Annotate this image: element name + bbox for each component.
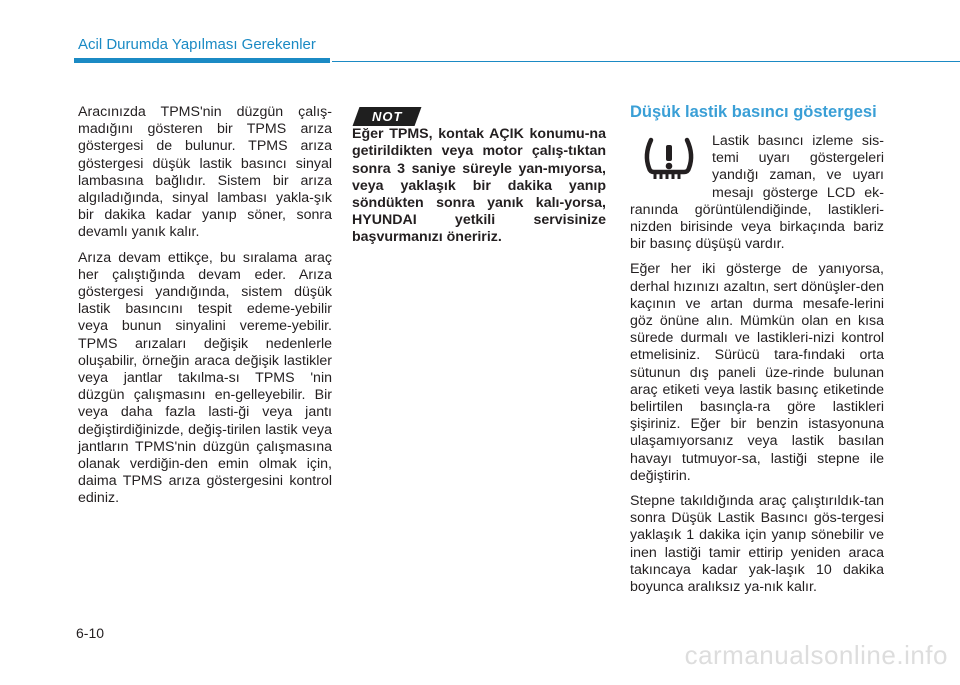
- note-text: Eğer TPMS, kontak AÇIK konumu-na getirildikten veya motor çalış-tıktan sonra 3 saniye süreyle yan-mıyorsa, veya yaklaşık bir dakika yanıp söndükten sonra yanık kalı-yorsa, HYUNDAI yetkili servisinize başvurmanızı öneririz.: [352, 126, 606, 246]
- paragraph: Stepne takıldığında araç çalıştırıldık-tan sonra Düşük Lastik Basıncı gös-tergesi yaklaşık 1 dakika için yanıp sönebilir ve inen lastiği tamir ettirip yeniden araca takıncaya kadar yak-laşık 10 dakika boyunca aralıksız ya-nık kalır.: [630, 493, 884, 596]
- watermark: carmanualsonline.info: [684, 640, 948, 670]
- column-2: [352, 107, 606, 255]
- paragraph: Arıza devam ettikçe, bu sıralama araç her çalıştığında devam eder. Arıza göstergesi yandığında, sistem düşük lastik basıncını tespit edeme-yebilir veya bunun sinyalini vereme-yebilir. TPMS arızaları değişik nedenlerle oluşabilir, örneğin araca değişik lastikler veya jantlar takılma-sı TPMS 'nin düzgün çalışmasını en-gelleyebilir. Bir veya daha fazla lasti-ği veya jantı değiştirdiğinizde, değiş-tirilen lastik veya jantların TPMS'nin düzgün çalışmasına olanak verdiğin-den emin olmak için, daima TPMS arıza göstergesini kontrol ediniz.: [78, 249, 332, 507]
- page-number: 6-10: [76, 625, 105, 641]
- tire-pressure-warning-icon: [640, 135, 698, 183]
- paragraph: Eğer her iki gösterge de yanıyorsa, derhal hızınızı azaltın, sert dönüşler-den kaçının ve artan durma mesafe-lerini göz önüne alın. Mümkün olan en kısa sürede durmalı ve lastikleri-nizi kontrol etmelisiniz. Sürücü tara-fındaki orta sütunun dış paneli üze-rinde bulunan araç etiketi veya lastik basınç etiketinde belirtilen basınçla-ra göre lastikleri şişiriniz. Eğer bir benzin istasyonuna ulaşamıyorsanız veya lastik basılan havayı tutmuyor-sa, lastiği stepne ile değiştirin.: [630, 261, 884, 484]
- header-rule-thin: [332, 61, 960, 62]
- section-heading: Düşük lastik basıncı göstergesi: [630, 103, 877, 121]
- paragraph: Aracınızda TPMS'nin düzgün çalış-madığını gösteren bir TPMS arıza göstergesi de bulunur. TPMS arıza göstergesi düşük lastik basıncı sinyal lambasına bağlıdır. Sistem bir arıza algıladığında, sinyal lambası yakla-şık bir dakika kadar yanıp söner, sonra devamlı yanık kalır.: [78, 104, 332, 241]
- note-label: NOT: [371, 109, 403, 124]
- header-rule-thick: [74, 58, 330, 63]
- column-3: [630, 104, 884, 604]
- column-1: [78, 104, 332, 516]
- note-badge: [353, 107, 422, 126]
- paragraph: Lastik basıncı izleme sis-temi uyarı göstergeleri yandığı zaman, ve uyarı mesajı gösterge LCD ek-ranında görüntülendiğinde, lastikleri-nizden birisinde veya birkaçında bariz bir basınç düşüşü vardır.: [630, 133, 884, 253]
- section-header-title: Acil Durumda Yapılması Gerekenler: [78, 36, 316, 53]
